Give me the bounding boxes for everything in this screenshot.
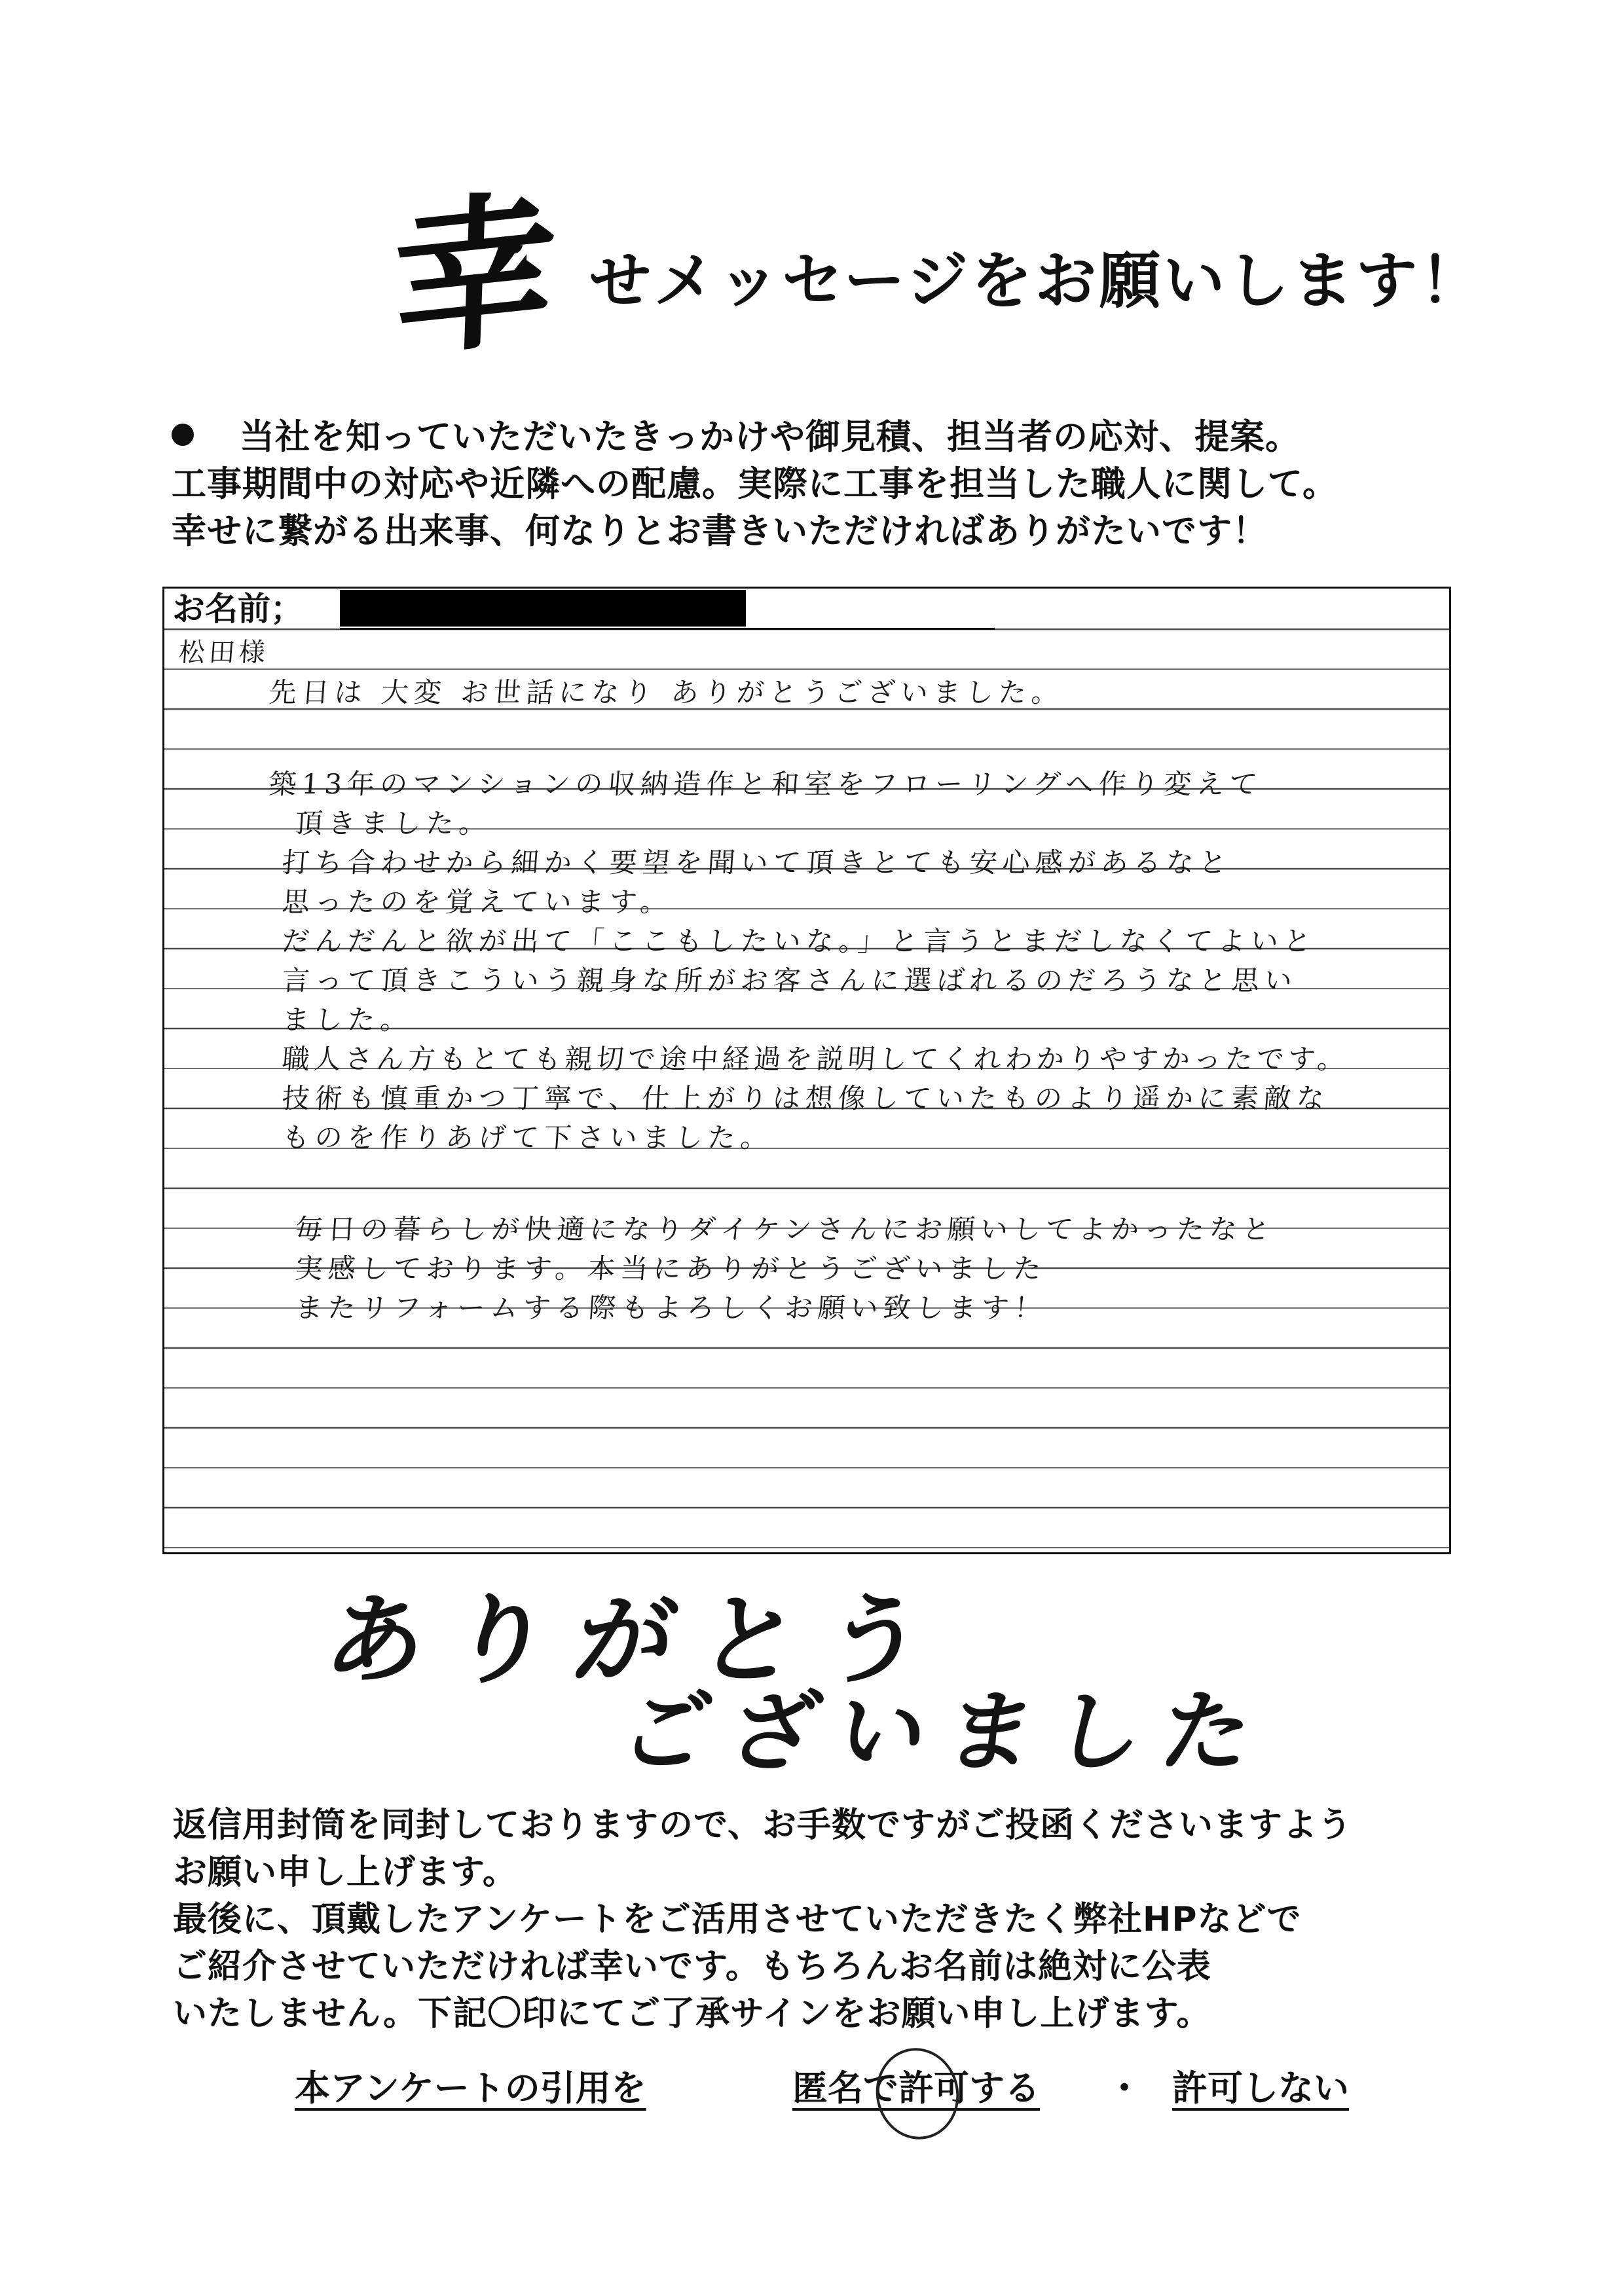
page-title (390, 169, 1485, 381)
intro-line: 幸せに繋がる出来事、何なりとお書きいただければありがたいです！ (172, 511, 1268, 551)
closing-line: 返信用封筒を同封しておりますので、お手数ですがご投函くださいますよう (173, 1806, 1352, 1845)
intro-line: 工事期間中の対応や近隣への配慮。実際に工事を担当した職人に関して。 (172, 464, 1338, 504)
handwritten-line: 技術も慎重かつ丁寧で、仕上がりは想像していたものより遥かに素敵な (281, 1082, 1331, 1114)
closing-line: 最後に、頂戴したアンケートをご活用させていただきたく弊社HPなどで (173, 1900, 1302, 1939)
handwritten-line: 毎日の暮らしが快適になりダイケンさんにお願いしてよかったなと (294, 1213, 1276, 1245)
handwritten-line: だんだんと欲が出て「ここもしたいな。」と言うとまだしなくてよいと (281, 925, 1318, 957)
closing-paragraph (173, 1802, 1483, 2037)
handwritten-line: 頂きました。 (294, 807, 493, 839)
name-redaction-bar (340, 590, 746, 627)
handwritten-line: 松田様 (177, 638, 270, 668)
handwritten-line: 築13年のマンションの収納造作と和室をフローリングへ作り変えて (268, 768, 1264, 800)
thanks-line-2: ございました (613, 1679, 1280, 1783)
comment-form (162, 587, 1451, 1554)
bullet-icon (172, 424, 194, 446)
title-calligraphy-kanji: 幸 (390, 169, 560, 381)
handwritten-line: またリフォームする際もよろしくお願い致します！ (294, 1292, 1048, 1324)
handwritten-line: 実感しております。本当にありがとうございました (294, 1252, 1048, 1285)
intro-paragraph (172, 414, 1481, 555)
handwritten-line: 言って頂きこういう親身な所がお客さんに選ばれるのだろうなと思い (281, 964, 1299, 996)
handwritten-line: ました。 (281, 1004, 415, 1036)
handwritten-line: 職人さん方もとても親切で途中経過を説明してくれわかりやすかったです。 (281, 1043, 1350, 1075)
option-deny[interactable]: 許可しない (1172, 2068, 1349, 2109)
handwritten-line: 思ったのを覚えています。 (281, 886, 674, 918)
title-text: せメッセージをお願いします！ (589, 246, 1485, 317)
option-allow-anonymous[interactable]: 匿名で許可する (792, 2068, 1040, 2109)
thanks-line-1: ありがとう (317, 1582, 960, 1698)
closing-line: いたしません。下記〇印にてご了承サインをお願い申し上げます。 (173, 1994, 1211, 2033)
name-label: お名前； (172, 590, 303, 628)
handwritten-line: 先日は 大変 お世話になり ありがとうございました。 (268, 676, 1065, 708)
closing-line: ご紹介させていただければ幸いです。もちろんお名前は絶対に公表 (173, 1947, 1211, 1986)
intro-line: 当社を知っていただいたきっかけや御見積、担当者の応対、提案。 (172, 414, 1481, 461)
handwritten-line: ものを作りあげて下さいました。 (281, 1121, 775, 1154)
closing-line: お願い申し上げます。 (173, 1853, 517, 1892)
selection-circle-mark (868, 2040, 967, 2147)
name-underline (340, 628, 995, 630)
option-separator: ・ (1107, 2068, 1142, 2109)
permission-label: 本アンケートの引用を (295, 2068, 646, 2109)
handwritten-line: 打ち合わせから細かく要望を聞いて頂きとても安心感があるなと (281, 847, 1233, 879)
